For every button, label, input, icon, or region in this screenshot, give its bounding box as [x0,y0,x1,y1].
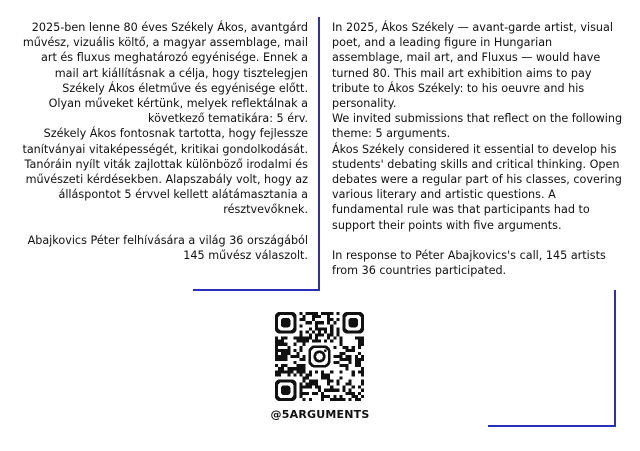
instagram-icon [307,344,332,369]
instagram-handle[interactable]: @5ARGUMENTS [270,408,370,421]
english-paragraph-intro: In 2025, Ákos Székely — avant-garde artist, visual poet, and a leading figure in Hungarian assemblage, mail art, and Fluxus — would have turned 80. This mail art exhibition aims to pay tribute to Ákos Székely: to his oeuvre and his personality. [332,21,613,111]
hungarian-paragraph-participants: Abajkovics Péter felhívására a világ 36 országából 145 művész válaszolt. [27,233,308,262]
hungarian-paragraph-theme: Olyan műveket kértünk, melyek reflektálnak a következő tematikára: 5 érv. [48,97,308,126]
hungarian-paragraph-intro: 2025-ben lenne 80 éves Székely Ákos, avantgárd művész, vizuális költő, a magyar assemblage, mail art és fluxus meghatározó egyénisége. Ennek a mail art kiállításnak a célja, hogy tisztelegjen Székely Ákos életműve és egyénisége előtt. [22,21,308,95]
hungarian-paragraph-debate: Székely Ákos fontosnak tartotta, hogy fejlessze tanítványai vitaképességét, kritikai gondolkodását. Tanóráin nyílt viták zajlottak különböző irodalmi és művészeti kérdésekben. Alapszabály volt, hogy az álláspontot 5 érvvel kellett alátámasztania a résztvevőknek. [22,127,308,217]
hungarian-text-column [20,20,308,263]
qr-code[interactable] [275,312,364,401]
english-paragraph-participants: In response to Péter Abajkovics's call, 145 artists from 36 countries participated. [332,248,606,278]
center-divider-vertical [318,17,320,290]
english-paragraph-debate: Ákos Székely considered it essential to develop his students' debating skills and critical thinking. Open debates were a regular part of his classes, covering various literary and artistic questions. A fundamental rule was that participants had to support their points with five arguments. [332,142,622,232]
english-text-column [332,20,624,278]
english-paragraph-theme: We invited submissions that reflect on the following theme: 5 arguments. [332,112,623,141]
corner-divider-vertical [614,290,616,426]
center-divider-horizontal [193,289,320,291]
corner-divider-horizontal [488,425,616,427]
